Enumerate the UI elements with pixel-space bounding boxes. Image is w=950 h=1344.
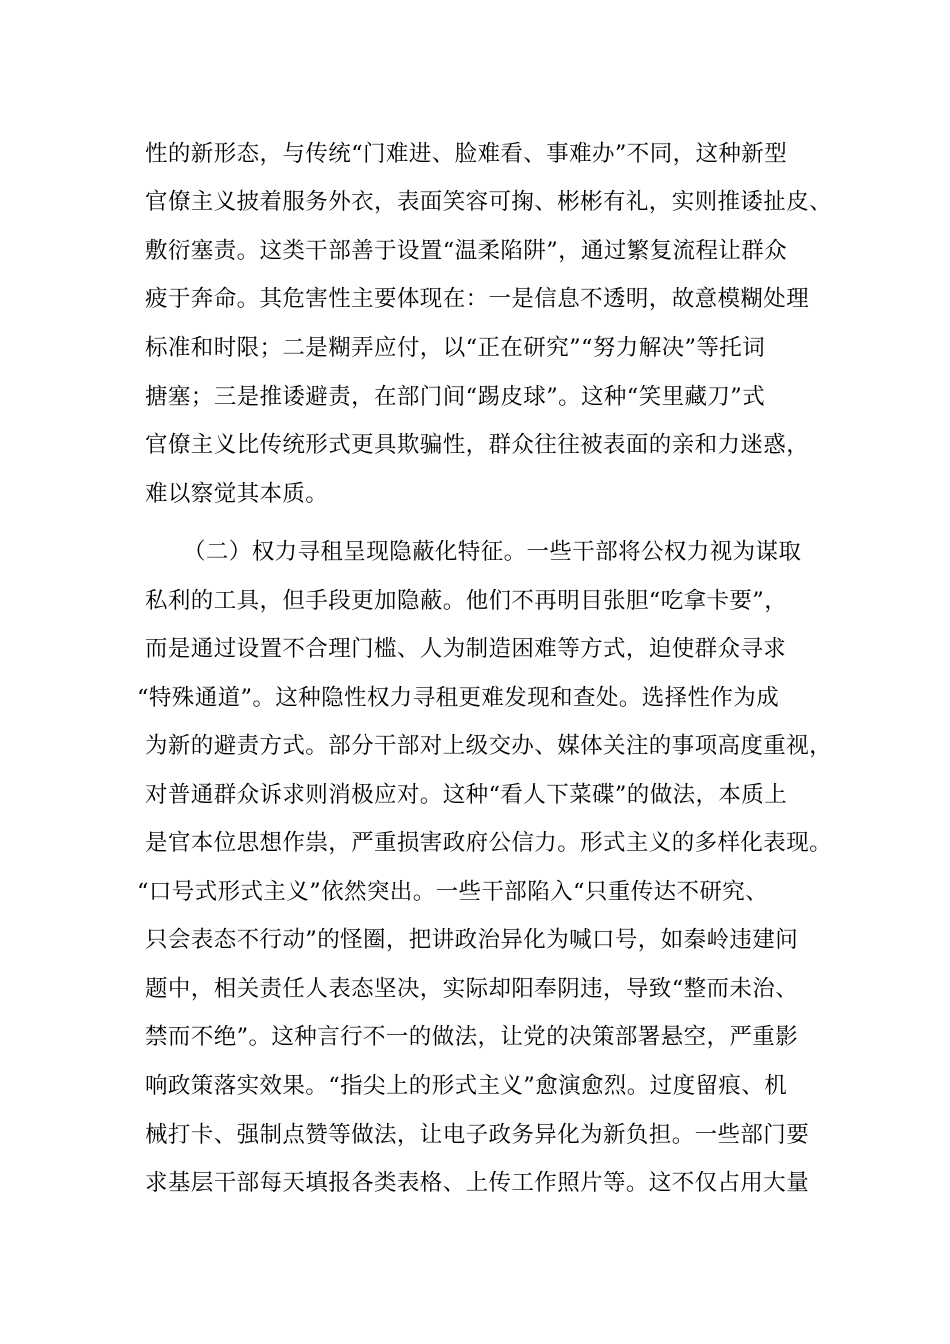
text-line: 只会表态不行动”的怪圈，把讲政治异化为喊口号，如秦岭违建问	[145, 927, 799, 953]
text-line: 械打卡、强制点赞等做法，让电子政务异化为新负担。一些部门要	[145, 1122, 810, 1148]
text-line: 响政策落实效果。“指尖上的形式主义”愈演愈烈。过度留痕、机	[145, 1073, 788, 1099]
text-line: 敷衍塞责。这类干部善于设置“温柔陷阱”，通过繁复流程让群众	[145, 238, 788, 264]
text-line: 性的新形态，与传统“门难进、脸难看、事难办”不同，这种新型	[145, 141, 788, 167]
text-line: 难以察觉其本质。	[145, 481, 329, 507]
text-line: 标准和时限；二是糊弄应付，以“正在研究”“努力解决”等托词	[145, 335, 766, 361]
text-line: 求基层干部每天填报各类表格、上传工作照片等。这不仅占用大量	[145, 1170, 810, 1196]
text-line: 私利的工具，但手段更加隐蔽。他们不再明目张胆“吃拿卡要”，	[145, 588, 788, 614]
text-line: 为新的避责方式。部分干部对上级交办、媒体关注的事项高度重视，	[145, 733, 833, 759]
text-line: “特殊通道”。这种隐性权力寻租更难发现和查处。选择性作为成	[137, 685, 780, 711]
text-line: 疲于奔命。其危害性主要体现在：一是信息不透明，故意模糊处理	[145, 286, 810, 312]
text-line: 官僚主义比传统形式更具欺骗性，群众往往被表面的亲和力迷惑，	[145, 432, 810, 458]
section-heading-line: （二）权力寻租呈现隐蔽化特征。一些干部将公权力视为谋取	[183, 539, 802, 565]
text-line: 是官本位思想作祟，严重损害政府公信力。形式主义的多样化表现。	[145, 830, 833, 856]
text-line: “口号式形式主义”依然突出。一些干部陷入“只重传达不研究、	[137, 879, 769, 905]
text-line: 官僚主义披着服务外衣，表面笑容可掬、彬彬有礼，实则推诿扯皮、	[145, 189, 833, 215]
text-line: 对普通群众诉求则消极应对。这种“看人下菜碟”的做法，本质上	[145, 782, 788, 808]
text-line: 搪塞；三是推诿避责，在部门间“踢皮球”。这种“笑里藏刀”式	[145, 384, 766, 410]
text-line: 禁而不绝”。这种言行不一的做法，让党的决策部署悬空，严重影	[145, 1024, 799, 1050]
text-line: 题中，相关责任人表态坚决，实际却阳奉阴违，导致“整而未治、	[145, 976, 799, 1002]
text-line: 而是通过设置不合理门槛、人为制造困难等方式，迫使群众寻求	[145, 636, 787, 662]
